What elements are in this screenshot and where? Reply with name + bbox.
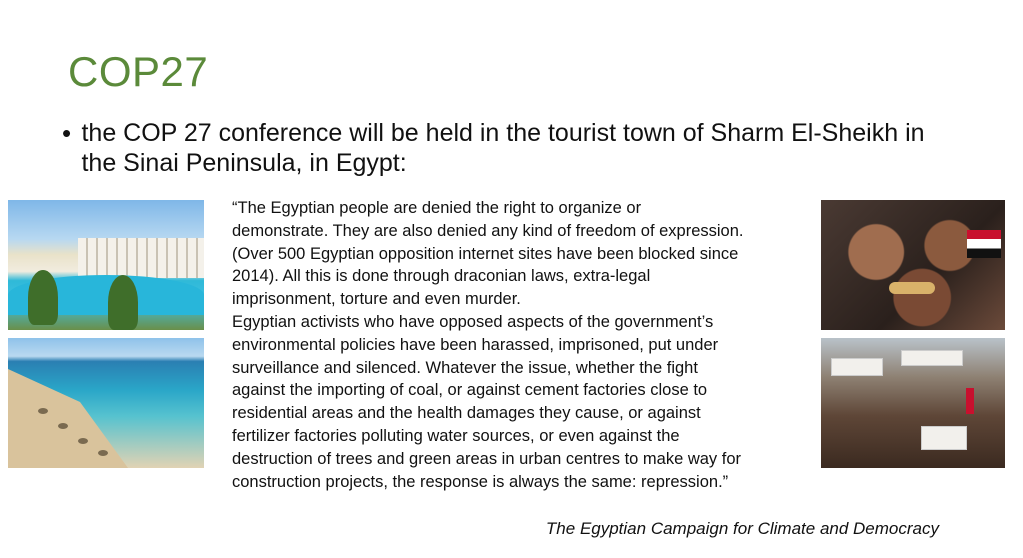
beach-sand — [8, 358, 128, 468]
beach-photo — [8, 338, 204, 468]
red-flag — [966, 388, 974, 414]
beach-umbrella — [58, 423, 68, 429]
protest-crowd-photo — [821, 338, 1005, 468]
protest-closeup-photo — [821, 200, 1005, 330]
egypt-flag — [967, 230, 1001, 258]
bullet-text: the COP 27 conference will be held in the tourist town of Sharm El-Sheikh in the Sinai Peninsula, in Egypt: — [81, 119, 925, 177]
quote-attribution: The Egyptian Campaign for Climate and Democracy — [545, 519, 939, 538]
slide-title: COP27 — [68, 48, 209, 95]
protest-sign — [921, 426, 967, 450]
hotel-building — [78, 238, 204, 278]
protest-sign — [901, 350, 963, 366]
palm-tree — [28, 270, 58, 325]
bullet-point — [62, 118, 962, 178]
bread-item — [889, 282, 935, 294]
beach-umbrella — [98, 450, 108, 456]
quote-text: “The Egyptian people are denied the right to organize or demonstrate. They are also denied any kind of freedom of expression. (Over 500 Egyptian opposition internet sites have been blocked since 2014). All this is done through draconian laws, extra-legal imprisonment, torture and even murder. Egyptian activists who have opposed aspects of the government’s environmental policies have been harassed, imprisoned, put under surveillance and silenced. Whatever the issue, whether the fight against the importing of coal, or against cement factories close to residential areas and the health damages they cause, or against fertilizer factories polluting water sources, or even against the destruction of trees and green areas in urban centres to make way for construction projects, the response is always the same: repression.” — [232, 199, 744, 491]
beach-umbrella — [78, 438, 88, 444]
beach-umbrella — [38, 408, 48, 414]
protest-sign — [831, 358, 883, 376]
palm-tree — [108, 275, 138, 330]
bullet-marker: • — [62, 118, 72, 148]
resort-photo — [8, 200, 204, 330]
